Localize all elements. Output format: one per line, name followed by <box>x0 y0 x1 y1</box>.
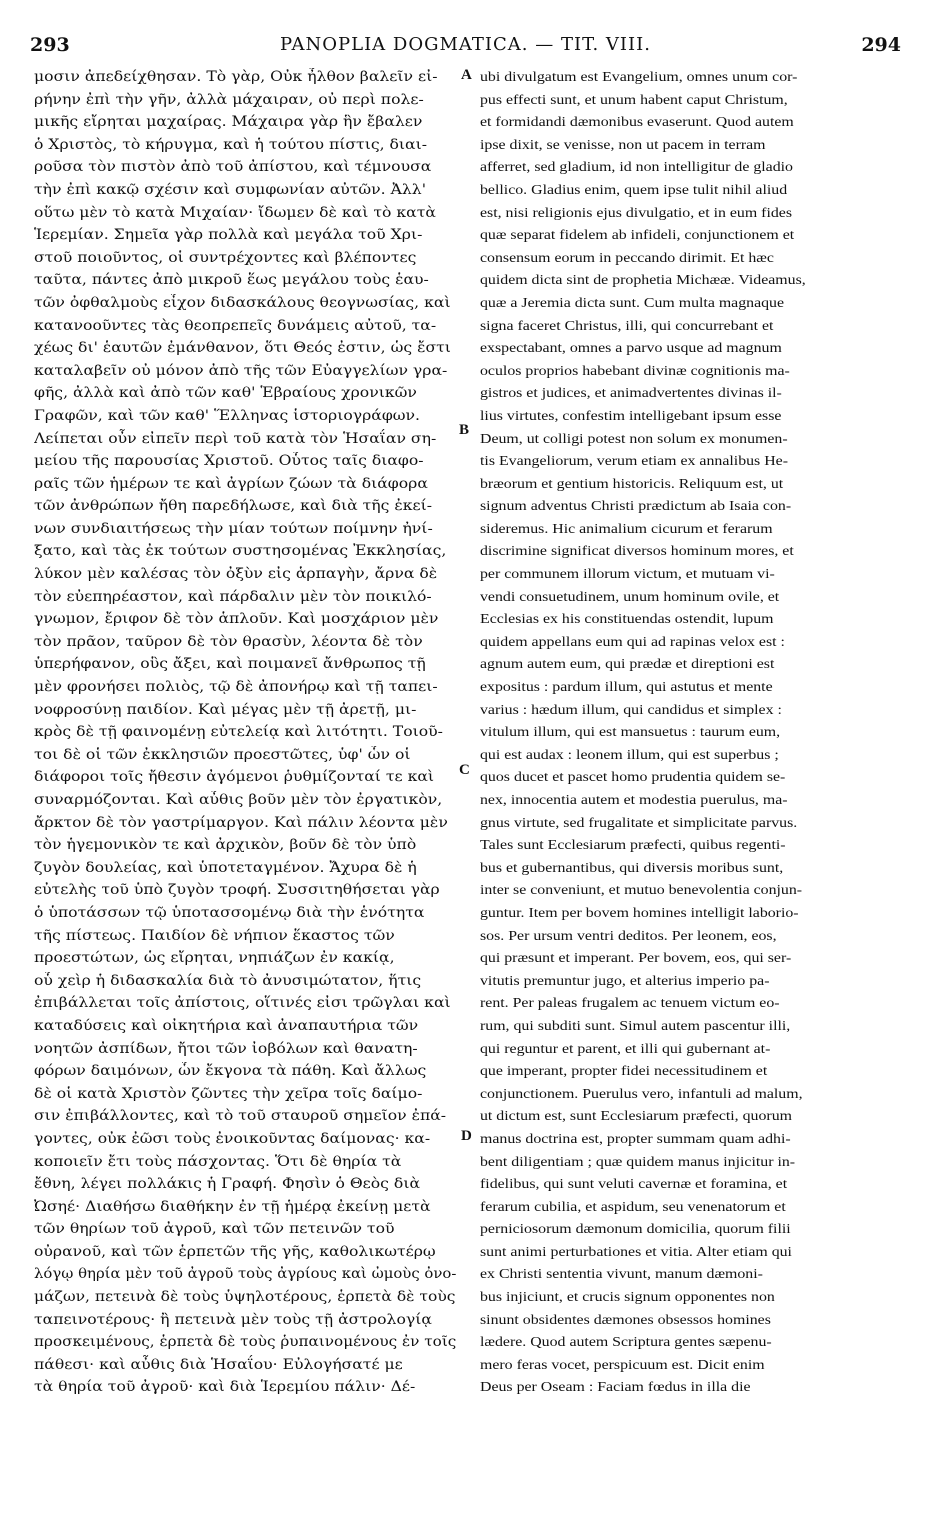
greek-text-line: νοητῶν ἀσπίδων, ἤτοι τῶν ἰοβόλων καὶ θανατη- <box>34 1040 418 1057</box>
latin-text-line: discrimine significat diversos hominum mores, et <box>480 543 794 559</box>
greek-text-line: ἄρκτον δὲ τὸν γαστρίμαργον. Καὶ πάλιν λέοντα μὲν <box>34 814 448 831</box>
latin-text-line: nex, innocentia autem et modestia puerulus, ma- <box>480 792 788 807</box>
greek-text-line: μοσιν ἀπεδείχθησαν. Τὸ γὰρ, Οὐκ ἦλθον βαλεῖν εἰ- <box>34 69 438 85</box>
greek-text-line: ρήνην ἐπὶ τὴν γῆν, ἀλλὰ μάχαιραν, οὐ περὶ πολε- <box>34 91 424 108</box>
greek-text-line: Ἱερεμίαν. Σημεῖα γὰρ πολλὰ καὶ μεγάλα τοῦ Χρι- <box>34 227 423 244</box>
latin-text-line: gistros et judices, et animadvertentes divinas il- <box>480 385 782 401</box>
latin-text-line: que imperant, propter fidei necessitudinem et <box>480 1063 768 1079</box>
greek-text-line: καταλαβεῖν οὐ μόνον ἀπὸ τῆς τῶν Εὐαγγελίων γρα- <box>34 362 448 379</box>
latin-text-line: inter se conveniunt, et mutuo benevolentia conjun- <box>480 882 803 898</box>
latin-text-line: ut dictum est, sunt Ecclesiarum præfecti, quorum <box>480 1108 792 1124</box>
greek-text-line: στοῦ ποιοῦντος, οἱ συντρέχοντες καὶ βλέποντες <box>34 249 417 266</box>
greek-text-line: ὁ Χριστὸς, τὸ κήρυγμα, καὶ ἡ τούτου πίστις, διαι- <box>34 136 428 153</box>
latin-text-line: bus et gubernantibus, qui diversis moribus sunt, <box>480 859 784 875</box>
greek-text-line: ζυγὸν δουλείας, καὶ ὑποτεταγμένον. Ἄχυρα δὲ ἡ <box>34 859 417 876</box>
latin-text-line: conjunctionem. Puerulus vero, infantuli ad malum, <box>480 1085 803 1101</box>
greek-text-line: νων συνδιαιτήσεως τὴν μίαν τούτων ποίμνην ἠνί- <box>34 520 433 537</box>
latin-text-line: gnus virtute, sed frugalitate et simplicitate parvus. <box>480 814 798 830</box>
latin-text-line: bent diligentiam ; quæ quidem manus injicitur in- <box>480 1153 796 1169</box>
latin-text-line: rent. Per paleas frugalem ac tenuem victum eo- <box>480 995 780 1011</box>
greek-text-line: καταδύσεις καὶ οἰκητήρια καὶ ἀναπαυτήρια τῶν <box>34 1017 419 1034</box>
greek-text-line: μάζων, πετεινὰ δὲ τοὺς ὑψηλοτέρους, ἑρπετὰ δὲ τοὺς <box>34 1289 456 1306</box>
greek-text-line: οὗ χεὶρ ἡ διδασκαλία διὰ τὸ ἀνυσιμώτατον, ἥτις <box>34 972 422 989</box>
greek-text-line: μικῆς εἴρηται μαχαίρας. Μάχαιρα γὰρ ἣν ἔβαλεν <box>34 114 423 131</box>
greek-text-line: ὁ ὑποτάσσων τῷ ὑποτασσομένῳ διὰ τὴν ἑνότητα <box>34 904 425 921</box>
latin-text-line: lædere. Quod autem Scriptura gentes sæpenu- <box>480 1334 772 1350</box>
greek-text-line: τῶν ἀνθρώπων ἤθη παρεδήλωσε, καὶ διὰ τῆς ἐκεί- <box>34 498 433 515</box>
latin-text-line: vendi consuetudinem, unum hominum ovile, et <box>480 588 780 604</box>
latin-text-line: sos. Per ursum ventri deditos. Per leonem, eos, <box>480 927 777 943</box>
greek-text-line: Λείπεται οὖν εἰπεῖν περὶ τοῦ κατὰ τὸν Ἡσαΐαν ση- <box>34 430 437 447</box>
greek-text-line: τὴν ἐπὶ κακῷ σχέσιν καὶ συμφωνίαν αὐτῶν. Ἀλλ' <box>34 181 427 198</box>
latin-text-line: agnum autem eum, qui prædæ et direptioni est <box>480 656 775 672</box>
greek-text-line: ξατο, καὶ τὰς ἐκ τούτων συστησομένας Ἐκκλησίας, <box>34 543 447 560</box>
greek-text-line: γοντες, οὐκ ἐῶσι τοὺς ἐνοικοῦντας δαίμονας· κα- <box>34 1130 431 1147</box>
latin-text-line: qui est audax : leonem illum, qui est superbus ; <box>480 746 779 762</box>
margin-marker-b: B <box>459 422 470 438</box>
greek-text-line: νοφροσύνῃ παιδίον. Καὶ μέγας μὲν τῇ ἀρετῇ, μι- <box>34 701 417 718</box>
latin-text-line: Deum, ut colligi potest non solum ex monumen- <box>480 430 788 446</box>
greek-text-line: ἐπιβάλλεται τοῖς ἀπίστοις, οἵτινές εἰσι τρῶγλαι καὶ <box>34 995 451 1012</box>
latin-text-line: quidem dicta sint de prophetia Michææ. Videamus, <box>480 272 806 288</box>
latin-text-line: afferret, sed gladium, id non intelligitur de gladio <box>480 159 793 175</box>
greek-text-line: μείου τῆς παρουσίας Χριστοῦ. Οὗτος ταῖς διαφο- <box>34 453 424 470</box>
greek-text-line: Ὠσηέ· Διαθήσω διαθήκην ἐν τῇ ἡμέρᾳ ἐκείνῃ μετὰ <box>34 1198 431 1215</box>
greek-text-line: φόρων δαιμόνων, ὧν ἔκγονα τὰ πάθη. Καὶ ἄλλως <box>34 1063 427 1080</box>
greek-text-line: τὰ θηρία τοῦ ἀγροῦ· καὶ διὰ Ἱερεμίου πάλιν· Δέ- <box>34 1379 416 1396</box>
running-title: PANOPLIA DOGMATICA. — TIT. VIII. <box>280 34 651 55</box>
latin-text-line: varius : hædum illum, qui candidus et simplex : <box>480 701 782 717</box>
greek-text-line: ἔθνη, λέγει πολλάκις ἡ Γραφή. Φησὶν ὁ Θεὸς διὰ <box>34 1176 421 1193</box>
latin-text-line: ipse dixit, se venisse, non ut pacem in terram <box>480 136 766 152</box>
margin-marker-a: A <box>461 67 472 83</box>
latin-text-line: et formidandi dæmonibus evaserunt. Quod autem <box>480 114 794 130</box>
greek-text-line: ραῖς τῶν ἡμέρων τε καὶ ἀγρίων ζώων τὰ διάφορα <box>34 475 428 492</box>
latin-text-line: quæ a Jeremia dicta sunt. Cum multa magnaque <box>480 294 785 310</box>
latin-text-line: quidem appellans eum qui ad rapinas velox est : <box>480 633 785 649</box>
latin-text-line: exspectabant, omnes a parvo usque ad magnum <box>480 340 782 356</box>
greek-text-line: τῶν θηρίων τοῦ ἀγροῦ, καὶ τῶν πετεινῶν τοῦ <box>34 1221 395 1238</box>
greek-text-line: ὑπερήφανον, οὓς ἄξει, καὶ ποιμανεῖ ἄνθρωπος τῇ <box>34 656 426 673</box>
greek-text-line: Γραφῶν, καὶ τῶν καθ' Ἕλληνας ἱστοριογράφων. <box>34 407 421 424</box>
greek-text-line: ταῦτα, πάντες ἀπὸ μικροῦ ἕως μεγάλου τοὺς ἑαυ- <box>34 272 429 289</box>
greek-column <box>34 66 456 1399</box>
latin-text-line: signa faceret Christus, illi, qui concurrebant et <box>480 317 774 333</box>
greek-text-line: τὸν εὐεπηρέαστον, καὶ πάρδαλιν μὲν τὸν ποικιλό- <box>34 588 432 605</box>
latin-text-line: bellico. Gladius enim, quem ipse tulit nihil aliud <box>480 181 788 197</box>
right-page-number: 294 <box>861 34 901 56</box>
margin-marker-d: D <box>461 1128 472 1144</box>
latin-text-line: vitutis premuntur jugo, et alterius imperio pa- <box>480 972 770 988</box>
greek-text-line: μὲν φρονήσει πολιὸς, τῷ δὲ ἀπονήρῳ καὶ τῇ ταπει- <box>34 679 438 696</box>
latin-text-line: lius virtutes, confestim intelligebant ipsum esse <box>480 407 782 423</box>
latin-text-line: mero feras vocet, perspicuum est. Dicit enim <box>480 1356 765 1372</box>
running-header <box>30 34 901 58</box>
latin-text-line: Deus per Oseam : Faciam fœdus in illa die <box>480 1379 751 1395</box>
greek-text-line: τῶν ὀφθαλμοὺς εἶχον διδασκάλους θεογνωσίας, καὶ <box>34 294 451 311</box>
greek-text-line: χέως δι' ἑαυτῶν ἐμάνθανον, ὅτι Θεός ἐστιν, ὡς ἔστι <box>34 340 451 357</box>
latin-text-line: qui præsunt et imperant. Per bovem, eos, qui ser- <box>480 950 792 966</box>
greek-text-line: κοποιεῖν ἔτι τοὺς πάσχοντας. Ὅτι δὲ θηρία τὰ <box>34 1153 402 1170</box>
latin-text-line: guntur. Item per bovem homines intelligit laborio- <box>480 904 799 920</box>
latin-text-line: expositus : pardum illum, qui astutus et mente <box>480 679 773 695</box>
latin-text-line: est, nisi religionis ejus divulgatio, et in eum fides <box>480 204 793 220</box>
greek-text-line: σιν ἐπιβάλλοντες, καὶ τὸ τοῦ σταυροῦ σημεῖον ἐπά- <box>34 1108 447 1125</box>
latin-text-line: qui reguntur et parent, et illi qui gubernant at- <box>480 1040 771 1056</box>
latin-text-line: Tales sunt Ecclesiarum præfecti, quibus regenti- <box>480 837 786 853</box>
left-page-number: 293 <box>30 34 70 56</box>
greek-text-line: φῆς, ἀλλὰ καὶ ἀπὸ τῶν καθ' Ἑβραίους χρονικῶν <box>34 385 417 402</box>
latin-text-line: rum, qui subditi sunt. Simul autem pascentur illi, <box>480 1017 791 1033</box>
greek-text-line: πάθεσι· καὶ αὖθις διὰ Ἡσαΐου· Εὐλογήσατέ με <box>34 1356 403 1373</box>
latin-text-line: bus injiciunt, et crucis signum opponentes non <box>480 1289 775 1305</box>
margin-marker-c: C <box>459 762 470 778</box>
latin-text-line: pus effecti sunt, et unum habent caput Christum, <box>480 91 788 107</box>
greek-text-line: προσκειμένους, ἑρπετὰ δὲ τοὺς ῥυπαινομένους ἐν τοῖς <box>34 1334 456 1351</box>
greek-text-line: λύκον μὲν καλέσας τὸν ὀξὺν εἰς ἁρπαγὴν, ἄρνα δὲ <box>34 566 438 583</box>
greek-text-line: γνωμον, ἔριφον δὲ τὸν ἁπλοῦν. Καὶ μοσχάριον μὲν <box>34 611 439 628</box>
greek-text-line: τῆς πίστεως. Παιδίον δὲ νήπιον ἕκαστος τῶν <box>34 927 395 944</box>
greek-text-line: τὸν ἡγεμονικὸν τε καὶ ἀρχικὸν, βοῦν δὲ τὸν ὑπὸ <box>34 837 417 854</box>
latin-text-line: sideremus. Hic animalium cicurum et ferarum <box>480 520 773 536</box>
greek-text-line: κρὸς δὲ τῇ φαινομένῃ εὐτελείᾳ καὶ λιτότητι. Τοιοῦ- <box>34 724 443 741</box>
latin-text-line: Ecclesias ex his constituendas ostendit, lupum <box>480 611 774 627</box>
greek-text-line: ροῦσα τὸν πιστὸν ἀπὸ τοῦ ἀπίστου, καὶ τέμνουσα <box>34 159 432 176</box>
latin-text-line: quos ducet et pascet homo prudentia quidem se- <box>480 769 786 785</box>
latin-text-line: ubi divulgatum est Evangelium, omnes unum cor- <box>480 69 798 84</box>
greek-text-line: κατανοοῦντες τὰς θεοπρεπεῖς δυνάμεις αὐτοῦ, τα- <box>34 317 437 334</box>
latin-text-line: sinunt obsidentes dæmones obsessos homines <box>480 1311 771 1327</box>
greek-text-line: εὐτελὴς τοῦ ὑπὸ ζυγὸν τροφή. Συσσιτηθήσεται γὰρ <box>34 882 440 899</box>
latin-text-line: tis Evangeliorum, verum etiam ex annalibus He- <box>480 453 789 469</box>
latin-text-line: ex Christi sententia vivunt, manum dæmoni- <box>480 1266 763 1282</box>
greek-text-line: οὕτω μὲν τὸ κατὰ Μιχαίαν· ἴδωμεν δὲ καὶ τὸ κατὰ <box>34 204 436 221</box>
greek-text-line: τοι δὲ οἱ τῶν ἐκκλησιῶν προεστῶτες, ὑφ' ὧν οἱ <box>34 746 411 763</box>
latin-text-line: sunt animi perturbationes et vitia. Alter etiam qui <box>480 1243 792 1259</box>
greek-text-line: οὐρανοῦ, καὶ τῶν ἑρπετῶν τῆς γῆς, καθολικωτέρῳ <box>34 1243 436 1260</box>
latin-text-line: bræorum et gentium historicis. Reliquum est, ut <box>480 475 784 491</box>
latin-text-line: perniciosorum dæmonum domicilia, quorum filii <box>480 1221 791 1237</box>
greek-text-line: προεστώτων, ὡς εἴρηται, νηπιάζων ἐν κακίᾳ, <box>34 950 395 967</box>
latin-text-line: manus doctrina est, propter summam quam adhi- <box>480 1130 791 1146</box>
latin-text-line: ferarum cubilia, et aspidum, seu venenatorum et <box>480 1198 786 1214</box>
greek-text-line: ταπεινοτέρους· ἢ πετεινὰ μὲν τοὺς τῇ ἀστρολογίᾳ <box>34 1311 432 1328</box>
greek-text-line: διάφοροι τοῖς ἤθεσιν ἀγόμενοι ῥυθμίζονταί τε καὶ <box>34 769 435 786</box>
latin-column <box>480 66 896 1399</box>
latin-text-line: per communem illorum victum, et mutuam vi- <box>480 566 775 582</box>
latin-text-line: fidelibus, qui sunt veluti cavernæ et foramina, et <box>480 1176 788 1192</box>
greek-text-line: συναρμόζονται. Καὶ αὖθις βοῦν μὲν τὸν ἐργατικὸν, <box>34 792 443 808</box>
latin-text-line: consensum eorum in peccando dirimit. Et hæc <box>480 249 774 265</box>
greek-text-line: δὲ οἱ κατὰ Χριστὸν ζῶντες τὴν χεῖρα τοῖς δαίμο- <box>34 1085 423 1102</box>
latin-text-line: quæ separat fidelem ab infideli, conjunctionem et <box>480 227 795 243</box>
latin-text-line: vitulum illum, qui est mansuetus : taurum eum, <box>480 724 781 740</box>
latin-text-line: signum adventus Christi prædictum ab Isaia con- <box>480 498 792 514</box>
greek-text-line: τὸν πρᾶον, ταῦρον δὲ τὸν θρασὺν, λέοντα δὲ τὸν <box>34 633 423 650</box>
greek-text-line: λόγῳ θηρία μὲν τοῦ ἀγροῦ τοὺς ἀγρίους καὶ ὠμοὺς ὀνο- <box>34 1266 456 1283</box>
latin-text-line: oculos proprios habebant divinæ cognitionis ma- <box>480 362 790 378</box>
